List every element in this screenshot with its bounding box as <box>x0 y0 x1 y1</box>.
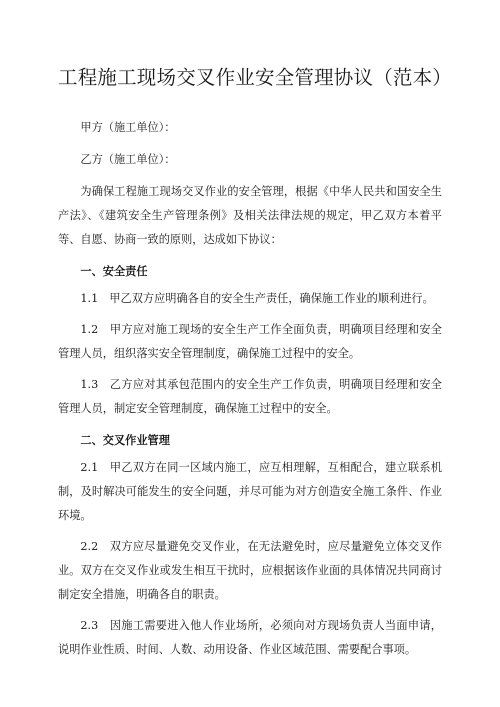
clause-2-2: 2.2 双方应尽量避免交叉作业，在无法避免时，应尽量避免立体交叉作业。双方在交叉作业或发生相互干扰时，应根据该作业面的具体情况共同商讨制定安全措施，明确各自的职责。 <box>58 540 442 601</box>
clause-1-1: 1.1 甲乙双方应明确各自的安全生产责任，确保施工作业的顺利进行。 <box>80 292 434 305</box>
clause-1-2: 1.2 甲方应对施工现场的安全生产工作全面负责，明确项目经理和安全管理人员，组织落实安全管理制度，确保施工过程中的安全。 <box>58 323 442 360</box>
clause-1-3: 1.3 乙方应对其承包范围内的安全生产工作负责，明确项目经理和安全管理人员，制定安全管理制度，确保施工过程中的安全。 <box>58 378 442 415</box>
section-heading-cross-work: 二、交叉作业管理 <box>80 433 170 447</box>
clause-2-3: 2.3 因施工需要进入他人作业场所，必须向对方现场负责人当面申请，说明作业性质、时间、人数、动用设备、作业区域范围、需要配合事项。 <box>58 619 442 656</box>
clause-2-1: 2.1 甲乙双方在同一区域内施工，应互相理解，互相配合，建立联系机制，及时解决可能发生的安全问题，并尽可能为对方创造安全施工条件、作业环境。 <box>58 461 442 522</box>
party-b-field: 乙方（施工单位）： <box>80 153 176 166</box>
intro-paragraph: 为确保工程施工现场交叉作业的安全管理，根据《中华人民共和国安全生产法》、《建筑安全生产管理条例》及相关法律法规的规定，甲乙双方本着平等、自愿、协商一致的原则，达成如下协议： <box>58 185 442 246</box>
party-a-field: 甲方（施工单位）： <box>80 121 176 134</box>
document-title: 工程施工现场交叉作业安全管理协议（范本） <box>58 66 453 89</box>
section-heading-safety: 一、安全责任 <box>80 264 148 278</box>
